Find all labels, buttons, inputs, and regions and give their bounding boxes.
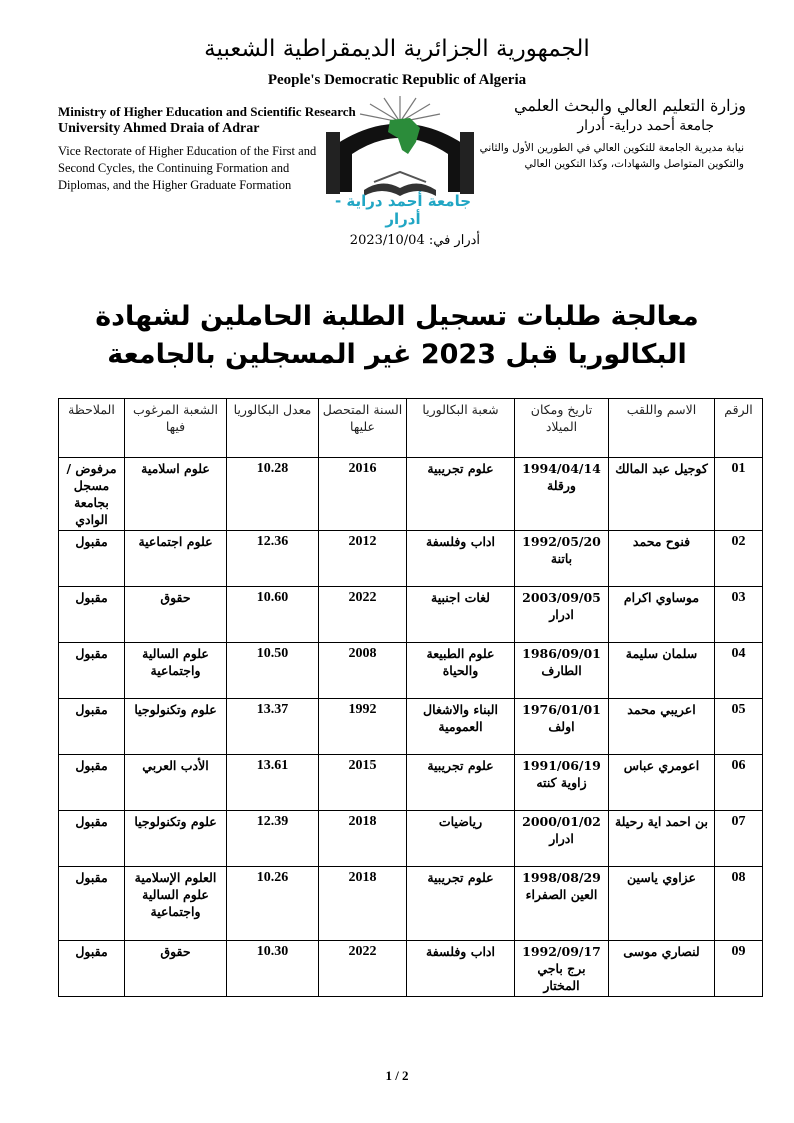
logo-book-pages — [374, 172, 426, 182]
cell-name: اعريبي محمد — [609, 699, 715, 755]
vice-en-line: Diplomas, and the Higher Graduate Formation — [58, 178, 292, 192]
logo-rays — [360, 96, 440, 122]
cell-avg: 13.61 — [227, 755, 319, 811]
cell-year: 2022 — [319, 587, 407, 643]
table-row — [59, 587, 763, 643]
university-en: University Ahmed Draia of Adrar — [58, 121, 260, 136]
logo-tower-right — [460, 132, 474, 194]
cell-year: 2012 — [319, 531, 407, 587]
header-cell: الشعبة المرغوب فيها — [125, 399, 227, 458]
cell-num: 01 — [715, 458, 763, 531]
table-row — [59, 867, 763, 941]
cell-desired: علوم وتكنولوجيا — [125, 699, 227, 755]
vice-rectorate-en — [58, 143, 318, 194]
university-ar: جامعة أحمد دراية- أدرار — [577, 118, 714, 134]
cell-avg: 10.60 — [227, 587, 319, 643]
cell-year: 1992 — [319, 699, 407, 755]
cell-bac-stream: لغات اجنبية — [407, 587, 515, 643]
header-cell: شعبة البكالوريا — [407, 399, 515, 458]
cell-birth: 1986/09/01 الطارف — [515, 643, 609, 699]
vice-en-line: Vice Rectorate of Higher Education of the First and — [58, 144, 317, 158]
cell-num: 07 — [715, 811, 763, 867]
table-row — [59, 811, 763, 867]
cell-note: مقبول — [59, 531, 125, 587]
ministry-en: Ministry of Higher Education and Scientific Research — [58, 104, 356, 119]
cell-avg: 10.28 — [227, 458, 319, 531]
header-cell: السنة المتحصل عليها — [319, 399, 407, 458]
cell-note: مقبول — [59, 587, 125, 643]
cell-note: مقبول — [59, 867, 125, 941]
cell-birth: 1991/06/19 زاوية كنته — [515, 755, 609, 811]
header-cell: الرقم — [715, 399, 763, 458]
page-number: 1 / 2 — [385, 1068, 409, 1083]
cell-note: مقبول — [59, 699, 125, 755]
cell-num: 04 — [715, 643, 763, 699]
cell-year: 2022 — [319, 941, 407, 997]
table-body — [59, 458, 763, 997]
cell-num: 08 — [715, 867, 763, 941]
cell-birth: 1994/04/14 ورقلة — [515, 458, 609, 531]
table-row — [59, 755, 763, 811]
cell-num: 03 — [715, 587, 763, 643]
cell-name: سلمان سليمة — [609, 643, 715, 699]
document-date: أدرار في: 2023/10/04 — [349, 233, 480, 248]
cell-avg: 12.36 — [227, 531, 319, 587]
table-row — [59, 699, 763, 755]
vice-ar-line: والتكوين المتواصل والشهادات، وكذا التكوين العالي — [524, 158, 744, 170]
header-cell: الاسم واللقب — [609, 399, 715, 458]
vice-ar-line: نيابة مديرية الجامعة للتكوين العالي في الطورين الأول والثاني — [479, 142, 744, 154]
cell-bac-stream: اداب وفلسفة — [407, 531, 515, 587]
cell-birth: 1998/08/29 العين الصفراء — [515, 867, 609, 941]
cell-desired: علوم اسلامية — [125, 458, 227, 531]
cell-birth: 2000/01/02 ادرار — [515, 811, 609, 867]
header-cell: تاريخ ومكان الميلاد — [515, 399, 609, 458]
table-row — [59, 531, 763, 587]
vice-en-line: Second Cycles, the Continuing Formation and — [58, 161, 290, 175]
cell-avg: 13.37 — [227, 699, 319, 755]
cell-num: 02 — [715, 531, 763, 587]
cell-bac-stream: رياضيات — [407, 811, 515, 867]
cell-desired: حقوق — [125, 941, 227, 997]
cell-year: 2018 — [319, 811, 407, 867]
cell-name: فنوح محمد — [609, 531, 715, 587]
logo-caption: جامعة أحمد دراية - أدرار — [334, 192, 472, 228]
cell-note: مقبول — [59, 755, 125, 811]
cell-bac-stream: علوم تجريبية — [407, 755, 515, 811]
cell-num: 06 — [715, 755, 763, 811]
table-row — [59, 458, 763, 531]
cell-name: اعومري عباس — [609, 755, 715, 811]
cell-desired: علوم اجتماعية — [125, 531, 227, 587]
cell-name: بن احمد اية رحيلة — [609, 811, 715, 867]
cell-note: مرفوض /مسجل بجامعة الوادي — [59, 458, 125, 531]
cell-year: 2008 — [319, 643, 407, 699]
header-cell: معدل البكالوريا — [227, 399, 319, 458]
cell-avg: 10.26 — [227, 867, 319, 941]
table-header-row — [59, 399, 763, 458]
cell-bac-stream: البناء والاشغال العمومية — [407, 699, 515, 755]
cell-birth: 1976/01/01 اولف — [515, 699, 609, 755]
country-title-ar: الجمهورية الجزائرية الديمقراطية الشعبية — [204, 36, 590, 62]
cell-desired: علوم السالية واجتماعية — [125, 643, 227, 699]
ministry-ar: وزارة التعليم العالي والبحث العلمي — [514, 96, 746, 115]
cell-avg: 10.30 — [227, 941, 319, 997]
cell-num: 09 — [715, 941, 763, 997]
cell-avg: 10.50 — [227, 643, 319, 699]
cell-desired: الأدب العربي — [125, 755, 227, 811]
cell-bac-stream: علوم تجريبية — [407, 458, 515, 531]
cell-desired: العلوم الإسلامية علوم السالية واجتماعية — [125, 867, 227, 941]
cell-bac-stream: علوم الطبيعة والحياة — [407, 643, 515, 699]
cell-birth: 2003/09/05 ادرار — [515, 587, 609, 643]
table-row — [59, 643, 763, 699]
cell-name: موساوي اكرام — [609, 587, 715, 643]
country-title-en: People's Democratic Republic of Algeria — [267, 72, 527, 88]
table-row — [59, 941, 763, 997]
document-title: معالجة طلبات تسجيل الطلبة الحاملين لشهادة البكالوريا قبل 2023 غير المسجلين بالجامعة — [95, 301, 699, 370]
cell-desired: علوم وتكنولوجيا — [125, 811, 227, 867]
cell-year: 2018 — [319, 867, 407, 941]
cell-year: 2016 — [319, 458, 407, 531]
cell-desired: حقوق — [125, 587, 227, 643]
cell-note: مقبول — [59, 811, 125, 867]
cell-year: 2015 — [319, 755, 407, 811]
logo-tower-left — [326, 132, 340, 194]
cell-birth: 1992/05/20 باتنة — [515, 531, 609, 587]
cell-birth: 1992/09/17 برج باجي المختار — [515, 941, 609, 997]
records-table — [58, 398, 763, 997]
cell-bac-stream: علوم تجريبية — [407, 867, 515, 941]
cell-num: 05 — [715, 699, 763, 755]
cell-bac-stream: اداب وفلسفة — [407, 941, 515, 997]
cell-name: لنصاري موسى — [609, 941, 715, 997]
cell-avg: 12.39 — [227, 811, 319, 867]
cell-name: كوجيل عبد المالك — [609, 458, 715, 531]
cell-name: عزاوي ياسين — [609, 867, 715, 941]
cell-note: مقبول — [59, 643, 125, 699]
header-cell: الملاحظة — [59, 399, 125, 458]
cell-note: مقبول — [59, 941, 125, 997]
